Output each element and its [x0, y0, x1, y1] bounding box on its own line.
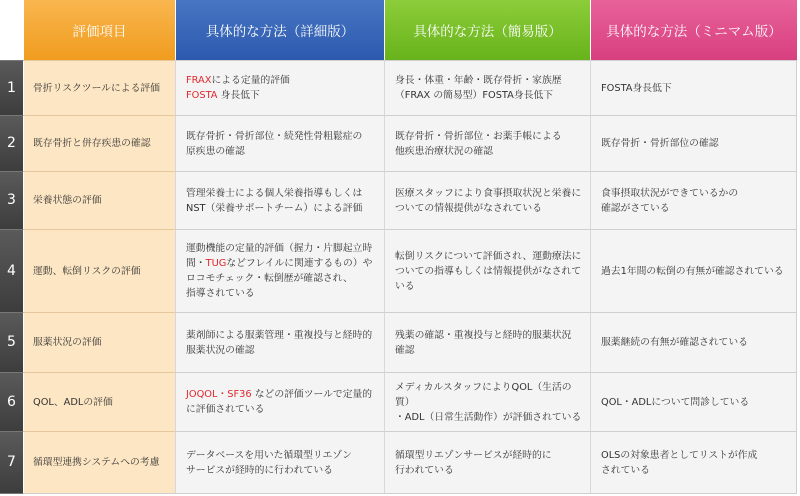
- row-minimum-text: OLSの対象患者としてリストが作成 されている: [601, 449, 758, 476]
- row-number: 2: [0, 115, 24, 171]
- row-simple-text: 医療スタッフにより食事摂取状況と栄養に ついての情報提供がなされている: [395, 187, 582, 214]
- row-item: QOL、ADLの評価: [24, 372, 176, 431]
- row-minimum-text: 過去1年間の転倒の有無が確認されている: [601, 265, 784, 277]
- table-row: [0, 229, 797, 312]
- row-detail: [176, 115, 385, 171]
- row-simple: [385, 372, 591, 431]
- row-minimum: [591, 60, 797, 115]
- row-simple-text: 既存骨折・骨折部位・お薬手帳による 他疾患治療状況の確認: [395, 130, 562, 157]
- row-simple: [385, 229, 591, 312]
- row-detail: [176, 372, 385, 431]
- row-detail: [176, 312, 385, 372]
- row-detail: [176, 431, 385, 494]
- row-minimum-text: 服薬継続の有無が確認されている: [601, 337, 748, 348]
- row-minimum-text: FOSTA身長低下: [601, 82, 672, 94]
- row-item: 骨折リスクツールによる評価: [24, 60, 176, 115]
- joqol-sf36-highlight: JOQOL・SF36: [186, 389, 252, 400]
- row-detail-text: 既存骨折・骨折部位・続発性骨粗鬆症の 原疾患の確認: [186, 130, 363, 157]
- row-detail-text: 運動機能の定量的評価（握力・片脚起立時: [186, 243, 373, 254]
- row-simple: [385, 431, 591, 494]
- row-detail-text: 間・: [186, 258, 206, 269]
- row-detail-text: に評価されている: [186, 404, 265, 415]
- table-row: [0, 312, 797, 372]
- row-simple-text: 転倒リスクについて評価され、運動療法に ついての指導もしくは情報提供がなされて いる: [395, 250, 582, 292]
- row-item: 栄養状態の評価: [24, 171, 176, 229]
- row-minimum-text: 既存骨折・骨折部位の確認: [601, 138, 719, 149]
- row-simple-text: メディカルスタッフによりQOL（生活の質） ・ADL（日常生活動作）が評価されている: [395, 381, 582, 423]
- row-item: 運動、転倒リスクの評価: [24, 229, 176, 312]
- table-row: [0, 60, 797, 115]
- row-detail-text: などフレイルに関連するもの）や: [226, 258, 373, 269]
- row-detail-text: 薬剤師による服薬管理・重複投与と経時的 服薬状況の確認: [186, 329, 373, 356]
- row-detail: [176, 60, 385, 115]
- row-detail-text: データベースを用いた循環型リエゾン サービスが経時的に行われている: [186, 449, 352, 476]
- row-minimum: [591, 171, 797, 229]
- row-minimum: [591, 372, 797, 431]
- row-simple: [385, 60, 591, 115]
- table-row: [0, 115, 797, 171]
- row-item: 服薬状況の評価: [24, 312, 176, 372]
- row-simple: [385, 171, 591, 229]
- row-detail-text: 身長低下: [217, 90, 260, 101]
- row-simple: [385, 312, 591, 372]
- header-simple: 具体的な方法（簡易版）: [385, 0, 591, 60]
- row-item: 循環型連携システムへの考慮: [24, 431, 176, 494]
- frax-highlight: FRAX: [186, 75, 212, 86]
- row-simple-text: 身長・体重・年齢・既存骨折・家族歴 （FRAX の簡易型）FOSTA身長低下: [395, 75, 562, 101]
- row-detail-text: などの評価ツールで定量的: [251, 389, 373, 400]
- fosta-highlight: FOSTA: [186, 90, 218, 101]
- header-row: [0, 0, 797, 60]
- header-detail: 具体的な方法（詳細版）: [176, 0, 385, 60]
- row-number: 7: [0, 431, 24, 494]
- row-minimum: [591, 115, 797, 171]
- row-simple: [385, 115, 591, 171]
- row-minimum-text: QOL・ADLについて問診している: [601, 396, 750, 408]
- row-minimum: [591, 431, 797, 494]
- row-detail-text: による定量的評価: [211, 75, 290, 86]
- table-row: [0, 372, 797, 431]
- table-row: [0, 431, 797, 494]
- header-item: 評価項目: [24, 0, 176, 60]
- header-minimum: 具体的な方法（ミニマム版）: [591, 0, 797, 60]
- row-simple-text: 循環型リエゾンサービスが経時的に 行われている: [395, 449, 552, 476]
- row-number: 6: [0, 372, 24, 431]
- row-number: 4: [0, 229, 24, 312]
- row-detail-text: 指導されている: [186, 288, 255, 299]
- row-item: 既存骨折と併存疾患の確認: [24, 115, 176, 171]
- row-number: 5: [0, 312, 24, 372]
- row-minimum-text: 食事摂取状況ができているかの 確認がさている: [601, 187, 739, 214]
- row-detail-text: ロコモチェック・転倒歴が確認され、: [186, 273, 353, 284]
- row-minimum: [591, 312, 797, 372]
- table-row: [0, 171, 797, 229]
- row-simple-text: 残薬の確認・重複投与と経時的服薬状況 確認: [395, 329, 572, 356]
- row-minimum: [591, 229, 797, 312]
- row-detail: [176, 229, 385, 312]
- row-number: 3: [0, 171, 24, 229]
- tug-highlight: TUG: [205, 258, 227, 269]
- row-detail-text: 管理栄養士による個人栄養指導もしくは NST（栄養サポートチーム）による評価: [186, 187, 363, 214]
- row-detail: [176, 171, 385, 229]
- header-corner: [0, 0, 24, 60]
- row-number: 1: [0, 60, 24, 115]
